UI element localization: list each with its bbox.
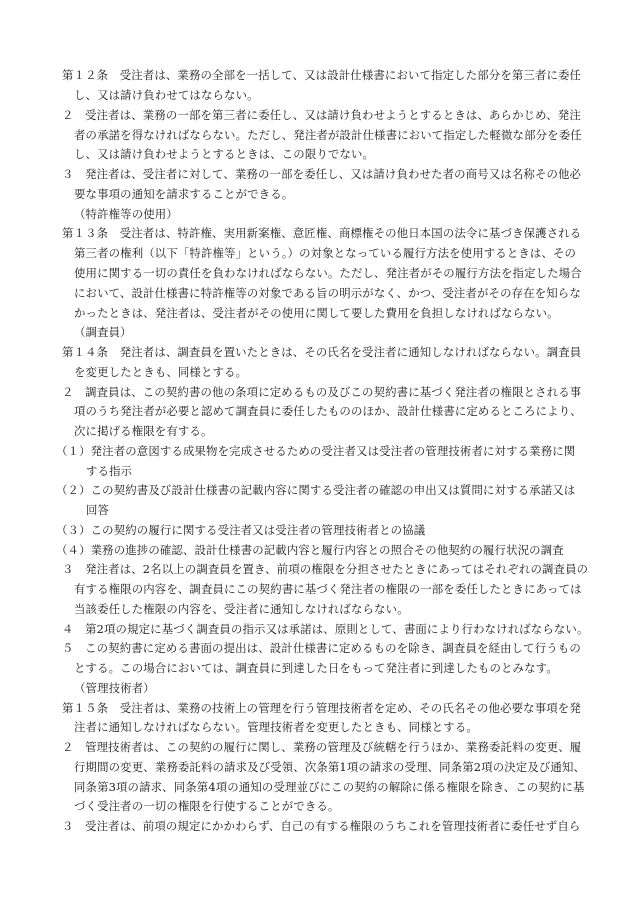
text-line: 行期間の変更、業務委託料の請求及び受領、次条第1項の請求の受理、同条第2項の決定及び通知、 — [74, 760, 586, 774]
paragraph-3-line: ３ 発注者は、受注者に対して、業務の一部を委任し、又は請け負わせた者の商号又は名称その他必 — [62, 167, 582, 181]
paragraph-2-line: ２ 受注者は、業務の一部を第三者に委任し、又は請け負わせようとするときは、あらかじめ、発注 — [62, 108, 581, 122]
text-line: 回答 — [86, 503, 110, 517]
article-15-heading-line: 第１５条 受注者は、業務の技術上の管理を行う管理技術者を定め、その氏名その他必要な事項を発 — [62, 701, 581, 715]
text-line: 有する権限の内容を、調査員にこの契約書に基づく発注者の権限の一部を委任したときにあっては — [74, 582, 582, 596]
text-line: とする。この場合においては、調査員に到達した日をもって発注者に到達したものとみなす。 — [74, 661, 558, 675]
list-item-4: （４）業務の進捗の確認、設計仕様書の記載内容と履行内容との照合その他契約の履行状況の調査 — [56, 543, 564, 557]
article-14-heading-line: 第１４条 発注者は、調査員を置いたときは、その氏名を受注者に通知しなければならない。調査員 — [62, 345, 582, 359]
paragraph-3-line: ３ 発注者は、2名以上の調査員を置き、前項の権限を分担させたときにあってはそれぞれの調査員の — [62, 562, 589, 576]
section-caption-inspector: （調査員） — [74, 325, 132, 339]
text-line: 同条第3項の請求、同条第4項の通知の受理並びにこの契約の解除に係る権限を除き、この契約に基 — [74, 780, 585, 794]
list-item-3: （３）この契約の履行に関する受注者又は受注者の管理技術者との協議 — [56, 523, 426, 537]
text-line: する指示 — [86, 464, 133, 478]
text-line: において、設計仕様書に特許権等の対象である旨の明示がなく、かつ、受注者がその存在を知らな — [74, 286, 581, 300]
text-line: 要な事項の通知を請求することができる。 — [74, 187, 294, 201]
paragraph-4-line: ４ 第2項の規定に基づく調査員の指示又は承諾は、原則として、書面により行わなければならない。 — [62, 622, 589, 636]
text-line: 者の承諾を得なければならない。ただし、発注者が設計仕様書において指定した軽微な部分を委任 — [74, 128, 582, 142]
list-item-1: （１）発注者の意図する成果物を完成させるための受注者又は受注者の管理技術者に対する業務に関 — [56, 444, 576, 458]
text-line: かったときは、発注者は、受注者がその使用に関して要した費用を負担しなければならない。 — [74, 306, 559, 320]
section-caption-patents: （特許権等の使用） — [74, 207, 178, 221]
text-line: 注者に通知しなければならない。管理技術者を変更したときも、同様とする。 — [74, 720, 478, 734]
text-line: を変更したときも、同様とする。 — [74, 365, 248, 379]
list-item-2: （２）この契約書及び設計仕様書の記載内容に関する受注者の確認の申出又は質問に対する承諾又は — [56, 483, 576, 497]
text-line: 項のうち発注者が必要と認めて調査員に委任したもののほか、設計仕様書に定めるところにより、 — [74, 404, 582, 418]
paragraph-2-line: ２ 管理技術者は、この契約の履行に関し、業務の管理及び統轄を行うほか、業務委託料の変更、履 — [62, 740, 582, 754]
paragraph-2-line: ２ 調査員は、この契約書の他の条項に定めるもの及びこの契約書に基づく発注者の権限とされる事 — [62, 385, 582, 399]
text-line: し、又は請け負わせようとするときは、この限りでない。 — [74, 147, 375, 161]
section-caption-manager: （管理技術者） — [74, 681, 155, 695]
article-13-heading-line: 第１３条 受注者は、特許権、実用新案権、意匠権、商標権その他日本国の法令に基づき保護される — [62, 226, 582, 240]
text-line: づく受注者の一切の権限を行使することができる。 — [74, 799, 340, 813]
paragraph-3-line: ３ 受注者は、前項の規定にかかわらず、自己の有する権限のうちこれを管理技術者に委任せず自ら — [62, 819, 581, 833]
text-line: 第三者の権利（以下「特許権等」という。）の対象となっている履行方法を使用するときは、その — [74, 246, 577, 260]
text-line: し、又は請け負わせてはならない。 — [74, 88, 259, 102]
text-line: 当該委任した権限の内容を、受注者に通知しなければならない。 — [74, 602, 409, 616]
article-12-heading-line: 第１２条 受注者は、業務の全部を一括して、又は設計仕様書において指定した部分を第三者に委任 — [62, 68, 582, 82]
paragraph-5-line: ５ この契約書に定める書面の提出は、設計仕様書に定めるものを除き、調査員を経由して行うもの — [62, 641, 581, 655]
text-line: 使用に関する一切の責任を負わなければならない。ただし、発注者がその履行方法を指定した場合 — [74, 266, 582, 280]
text-line: 次に掲げる権限を有する。 — [74, 424, 213, 438]
